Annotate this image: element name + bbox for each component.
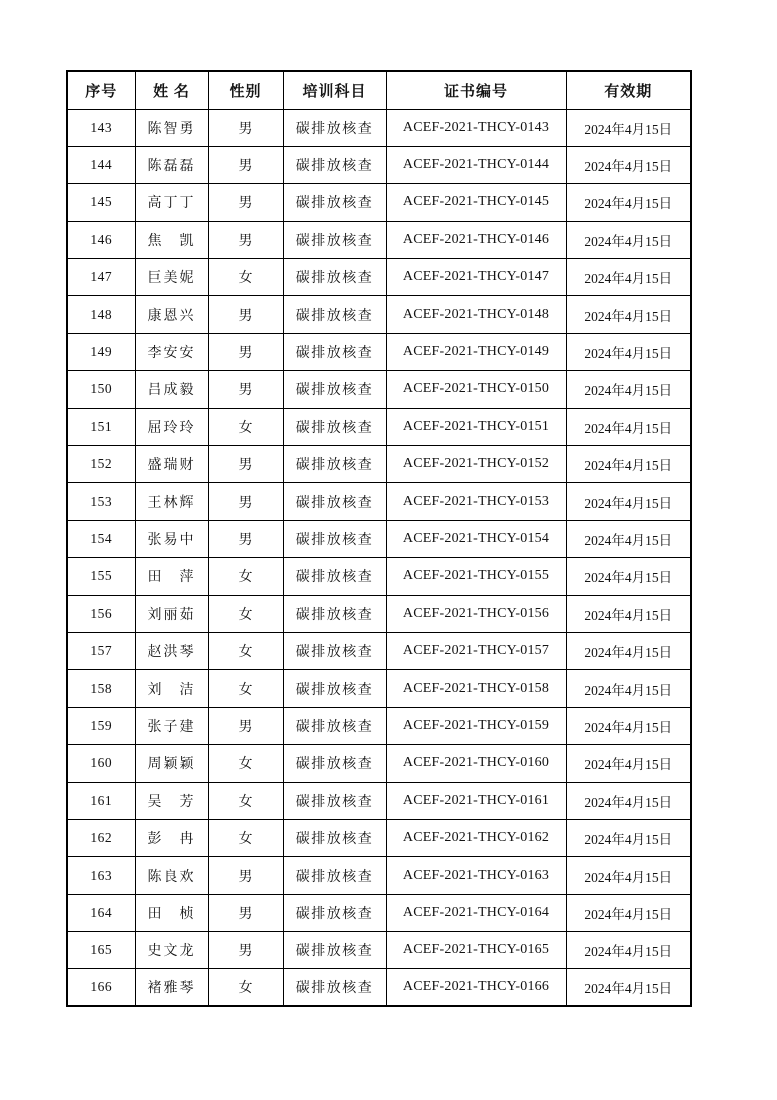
cell-serial-number: 155 <box>67 558 135 595</box>
cell-gender: 男 <box>208 184 283 221</box>
table-body <box>67 109 691 1006</box>
cell-certificate-number: ACEF-2021-THCY-0154 <box>386 520 566 557</box>
cell-name: 刘 洁 <box>135 670 208 707</box>
cell-validity-date: 2024年4月15日 <box>566 184 691 221</box>
cell-validity-date: 2024年4月15日 <box>566 857 691 894</box>
cell-training-subject: 碳排放核查 <box>283 259 386 296</box>
cell-certificate-number: ACEF-2021-THCY-0145 <box>386 184 566 221</box>
cell-validity-date: 2024年4月15日 <box>566 819 691 856</box>
cell-training-subject: 碳排放核查 <box>283 894 386 931</box>
cell-serial-number: 154 <box>67 520 135 557</box>
cell-name: 田 萍 <box>135 558 208 595</box>
header-name: 姓 名 <box>135 71 208 109</box>
cell-serial-number: 152 <box>67 446 135 483</box>
cell-training-subject: 碳排放核查 <box>283 707 386 744</box>
cell-serial-number: 159 <box>67 707 135 744</box>
cell-serial-number: 148 <box>67 296 135 333</box>
cell-validity-date: 2024年4月15日 <box>566 221 691 258</box>
cell-serial-number: 165 <box>67 932 135 969</box>
certificate-table <box>66 70 692 1007</box>
cell-validity-date: 2024年4月15日 <box>566 632 691 669</box>
cell-gender: 男 <box>208 707 283 744</box>
cell-serial-number: 149 <box>67 333 135 370</box>
cell-name: 盛瑞财 <box>135 446 208 483</box>
cell-validity-date: 2024年4月15日 <box>566 483 691 520</box>
table-row <box>67 333 691 370</box>
table-row <box>67 707 691 744</box>
cell-validity-date: 2024年4月15日 <box>566 259 691 296</box>
cell-certificate-number: ACEF-2021-THCY-0148 <box>386 296 566 333</box>
cell-certificate-number: ACEF-2021-THCY-0157 <box>386 632 566 669</box>
cell-validity-date: 2024年4月15日 <box>566 894 691 931</box>
cell-serial-number: 151 <box>67 408 135 445</box>
cell-validity-date: 2024年4月15日 <box>566 595 691 632</box>
cell-validity-date: 2024年4月15日 <box>566 446 691 483</box>
cell-gender: 女 <box>208 632 283 669</box>
cell-certificate-number: ACEF-2021-THCY-0156 <box>386 595 566 632</box>
table-row <box>67 146 691 183</box>
table-row <box>67 745 691 782</box>
table-row <box>67 595 691 632</box>
cell-serial-number: 164 <box>67 894 135 931</box>
cell-gender: 女 <box>208 558 283 595</box>
header-serial-number: 序号 <box>67 71 135 109</box>
cell-serial-number: 160 <box>67 745 135 782</box>
cell-validity-date: 2024年4月15日 <box>566 969 691 1006</box>
cell-training-subject: 碳排放核查 <box>283 146 386 183</box>
cell-name: 王林辉 <box>135 483 208 520</box>
table-row <box>67 782 691 819</box>
cell-gender: 男 <box>208 446 283 483</box>
cell-name: 史文龙 <box>135 932 208 969</box>
cell-name: 康恩兴 <box>135 296 208 333</box>
cell-training-subject: 碳排放核查 <box>283 446 386 483</box>
cell-validity-date: 2024年4月15日 <box>566 109 691 146</box>
cell-gender: 男 <box>208 483 283 520</box>
cell-serial-number: 157 <box>67 632 135 669</box>
cell-certificate-number: ACEF-2021-THCY-0166 <box>386 969 566 1006</box>
cell-name: 赵洪琴 <box>135 632 208 669</box>
cell-certificate-number: ACEF-2021-THCY-0164 <box>386 894 566 931</box>
header-row <box>67 71 691 109</box>
table-row <box>67 520 691 557</box>
cell-certificate-number: ACEF-2021-THCY-0147 <box>386 259 566 296</box>
cell-certificate-number: ACEF-2021-THCY-0162 <box>386 819 566 856</box>
table-row <box>67 894 691 931</box>
cell-training-subject: 碳排放核查 <box>283 483 386 520</box>
cell-gender: 女 <box>208 670 283 707</box>
cell-serial-number: 153 <box>67 483 135 520</box>
cell-validity-date: 2024年4月15日 <box>566 932 691 969</box>
cell-gender: 男 <box>208 520 283 557</box>
cell-training-subject: 碳排放核查 <box>283 184 386 221</box>
cell-gender: 男 <box>208 109 283 146</box>
cell-gender: 女 <box>208 782 283 819</box>
cell-training-subject: 碳排放核查 <box>283 632 386 669</box>
cell-training-subject: 碳排放核查 <box>283 969 386 1006</box>
cell-training-subject: 碳排放核查 <box>283 670 386 707</box>
cell-training-subject: 碳排放核查 <box>283 595 386 632</box>
cell-serial-number: 144 <box>67 146 135 183</box>
table-row <box>67 670 691 707</box>
cell-training-subject: 碳排放核查 <box>283 408 386 445</box>
cell-gender: 男 <box>208 333 283 370</box>
cell-certificate-number: ACEF-2021-THCY-0151 <box>386 408 566 445</box>
table-row <box>67 109 691 146</box>
cell-serial-number: 162 <box>67 819 135 856</box>
cell-certificate-number: ACEF-2021-THCY-0161 <box>386 782 566 819</box>
table-row <box>67 184 691 221</box>
cell-name: 张子建 <box>135 707 208 744</box>
cell-validity-date: 2024年4月15日 <box>566 558 691 595</box>
cell-training-subject: 碳排放核查 <box>283 745 386 782</box>
cell-gender: 男 <box>208 932 283 969</box>
cell-gender: 女 <box>208 969 283 1006</box>
cell-name: 褚雅琴 <box>135 969 208 1006</box>
cell-certificate-number: ACEF-2021-THCY-0152 <box>386 446 566 483</box>
table-row <box>67 932 691 969</box>
cell-validity-date: 2024年4月15日 <box>566 782 691 819</box>
cell-training-subject: 碳排放核查 <box>283 819 386 856</box>
cell-gender: 男 <box>208 371 283 408</box>
table-row <box>67 296 691 333</box>
cell-certificate-number: ACEF-2021-THCY-0146 <box>386 221 566 258</box>
cell-gender: 男 <box>208 221 283 258</box>
cell-training-subject: 碳排放核查 <box>283 296 386 333</box>
cell-name: 屈玲玲 <box>135 408 208 445</box>
cell-training-subject: 碳排放核查 <box>283 221 386 258</box>
table-row <box>67 819 691 856</box>
cell-gender: 男 <box>208 894 283 931</box>
cell-serial-number: 158 <box>67 670 135 707</box>
cell-gender: 男 <box>208 857 283 894</box>
header-certificate-number: 证书编号 <box>386 71 566 109</box>
cell-training-subject: 碳排放核查 <box>283 520 386 557</box>
table-row <box>67 558 691 595</box>
cell-validity-date: 2024年4月15日 <box>566 296 691 333</box>
table-row <box>67 969 691 1006</box>
cell-gender: 女 <box>208 595 283 632</box>
cell-training-subject: 碳排放核查 <box>283 109 386 146</box>
cell-serial-number: 166 <box>67 969 135 1006</box>
cell-certificate-number: ACEF-2021-THCY-0149 <box>386 333 566 370</box>
cell-serial-number: 156 <box>67 595 135 632</box>
cell-gender: 女 <box>208 745 283 782</box>
cell-certificate-number: ACEF-2021-THCY-0150 <box>386 371 566 408</box>
cell-name: 彭 冉 <box>135 819 208 856</box>
cell-gender: 女 <box>208 259 283 296</box>
cell-name: 陈磊磊 <box>135 146 208 183</box>
table-row <box>67 857 691 894</box>
cell-training-subject: 碳排放核查 <box>283 558 386 595</box>
cell-name: 焦 凯 <box>135 221 208 258</box>
cell-training-subject: 碳排放核查 <box>283 782 386 819</box>
cell-name: 陈良欢 <box>135 857 208 894</box>
cell-validity-date: 2024年4月15日 <box>566 745 691 782</box>
cell-name: 陈智勇 <box>135 109 208 146</box>
table-row <box>67 221 691 258</box>
table-row <box>67 371 691 408</box>
table-row <box>67 408 691 445</box>
cell-certificate-number: ACEF-2021-THCY-0163 <box>386 857 566 894</box>
cell-serial-number: 147 <box>67 259 135 296</box>
cell-training-subject: 碳排放核查 <box>283 371 386 408</box>
table-row <box>67 446 691 483</box>
table-row <box>67 632 691 669</box>
cell-certificate-number: ACEF-2021-THCY-0160 <box>386 745 566 782</box>
cell-serial-number: 143 <box>67 109 135 146</box>
cell-certificate-number: ACEF-2021-THCY-0143 <box>386 109 566 146</box>
cell-certificate-number: ACEF-2021-THCY-0159 <box>386 707 566 744</box>
cell-name: 吕成毅 <box>135 371 208 408</box>
table-row <box>67 483 691 520</box>
cell-validity-date: 2024年4月15日 <box>566 520 691 557</box>
cell-validity-date: 2024年4月15日 <box>566 146 691 183</box>
cell-name: 李安安 <box>135 333 208 370</box>
cell-training-subject: 碳排放核查 <box>283 333 386 370</box>
cell-certificate-number: ACEF-2021-THCY-0158 <box>386 670 566 707</box>
table-row <box>67 259 691 296</box>
cell-name: 周颖颖 <box>135 745 208 782</box>
cell-name: 刘丽茹 <box>135 595 208 632</box>
cell-training-subject: 碳排放核查 <box>283 857 386 894</box>
header-training-subject: 培训科目 <box>283 71 386 109</box>
cell-validity-date: 2024年4月15日 <box>566 371 691 408</box>
cell-validity-date: 2024年4月15日 <box>566 408 691 445</box>
cell-name: 高丁丁 <box>135 184 208 221</box>
cell-gender: 女 <box>208 408 283 445</box>
header-gender: 性别 <box>208 71 283 109</box>
cell-gender: 女 <box>208 819 283 856</box>
cell-validity-date: 2024年4月15日 <box>566 670 691 707</box>
cell-training-subject: 碳排放核查 <box>283 932 386 969</box>
cell-name: 田 桢 <box>135 894 208 931</box>
header-validity-period: 有效期 <box>566 71 691 109</box>
cell-serial-number: 146 <box>67 221 135 258</box>
cell-certificate-number: ACEF-2021-THCY-0144 <box>386 146 566 183</box>
cell-gender: 男 <box>208 296 283 333</box>
cell-serial-number: 161 <box>67 782 135 819</box>
cell-name: 张易中 <box>135 520 208 557</box>
cell-gender: 男 <box>208 146 283 183</box>
cell-validity-date: 2024年4月15日 <box>566 707 691 744</box>
cell-serial-number: 150 <box>67 371 135 408</box>
cell-serial-number: 163 <box>67 857 135 894</box>
cell-name: 巨美妮 <box>135 259 208 296</box>
cell-name: 吴 芳 <box>135 782 208 819</box>
cell-validity-date: 2024年4月15日 <box>566 333 691 370</box>
cell-certificate-number: ACEF-2021-THCY-0153 <box>386 483 566 520</box>
cell-certificate-number: ACEF-2021-THCY-0165 <box>386 932 566 969</box>
cell-certificate-number: ACEF-2021-THCY-0155 <box>386 558 566 595</box>
cell-serial-number: 145 <box>67 184 135 221</box>
